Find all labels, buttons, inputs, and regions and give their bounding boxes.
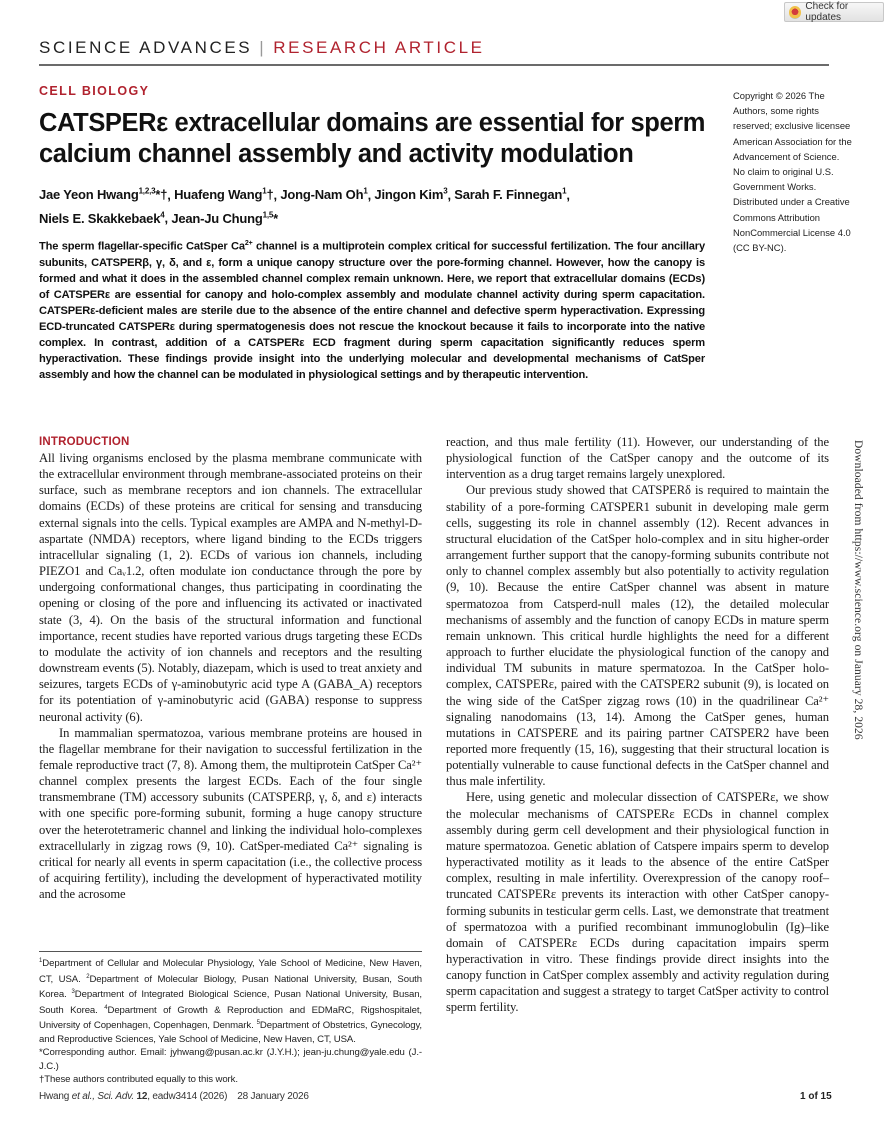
author[interactable]: Sarah F. Finnegan$^1$ — [454, 187, 567, 203]
body-paragraph: Here, using genetic and molecular dissection of CATSPERε, we show the molecular mechanisms of CATSPERε ECDs in channel complex assembly during germ cell development and their physiological function in mature spermatozoa. Genetic ablation of Catspere impairs sperm to develop hyperactivated motility as it leads to the absence of the entire CatSper complex, resulting in male infertility. Overexpression of the canopy roof–truncated CATSPERε prevents its interaction with other CatSper canopy-forming subunits in testicular germ cells. Last, we demonstrate that treatment of spermatozoa with a purified recombinant immunoglobulin (Ig)–like domain of CATSPERε ECDs during capacitation impairs sperm hyperactivation in vitro. These findings provide direct insights into the canopy function in CatSper complex assembly and activity regulation during sperm capacitation and suggest a strategy to target CatSper activity to control sperm fertility. — [446, 790, 829, 1015]
article-type: RESEARCH ARTICLE — [273, 38, 485, 57]
author[interactable]: Jingon Kim$^3$ — [374, 187, 448, 203]
corresponding-author[interactable]: *Corresponding author. Email: jyhwang@pusan.ac.kr (J.Y.H.); jean-ju.chung@yale.edu (J.-J.C.) — [39, 1047, 422, 1072]
body-paragraph: In mammalian spermatozoa, various membrane proteins are housed in the flagellar membrane for their navigation to successful fertilization in the female reproductive tract (7, 8). Among them, the multiprotein CatSper Ca²⁺ channel complex presents the largest ECDs. Each of the four single transmembrane (TM) accessory subunits (CATSPERβ, γ, δ, and ε) interacts with one specific pore-forming subunit, forming a huge canopy structure over the heterotetrameric channel and linking the individual holo-complexes extracellularly in zigzag rows (9, 10). CatSper-mediated Ca²⁺ signaling is critical for nearly all events in sperm capacitation (i.e., the collective process of acquiring fertility), including the development of hyperactivated motility and the acrosome — [39, 725, 422, 902]
body-paragraph: Our previous study showed that CATSPERδ is required to maintain the stability of a pore-forming CATSPER1 subunit in developing male germ cells, suggesting its role in channel assembly (12). Recent advances in structural elucidation of the CatSper holo-complex and in situ higher-order arrangement further support that the canopy-forming subunits contribute not only to channel complex assembly but also potentially to activity regulation (9, 10). Because the entire CatSper channel was absent in mature spermatozoa from Catsperd-null males (12), the detailed molecular mechanisms of assembly and the function of canopy ECDs in mature sperm remain unknown. This critical hurdle highlights the need for a different approach to further elucidate the physiological function of the canopy and individual TM subunits in mature spermatozoa. In the CatSper holo-complex, CATSPERε, paired with the CATSPER2 subunit (9), is located on the wing side of the CatSper zigzag rows (10) in the quadrilinear Ca²⁺ signaling nanodomains (13, 14). Among the CatSper genes, human mutations in CATSPERE and its pairing partner CATSPER2 have been reported more frequently (15, 16), suggesting that their structural location is potentially vulnerable to cause functional defects in the CatSper channel and thus male infertility. — [446, 483, 829, 789]
crossmark-icon — [789, 6, 801, 19]
affiliations-footnotes — [39, 955, 422, 1087]
check-for-updates-button[interactable] — [784, 2, 884, 22]
abstract: The sperm flagellar-specific CatSper $Ca^{2+}$ channel is a multiprotein complex critical for successful fertilization. The four ancillary subunits, CATSPERβ, γ, δ, and ε, form a unique canopy structure over the pore-forming channel. However, how the canopy is formed and what it does in the assembled channel complex remain unknown. Here, we report that extracellular domains (ECDs) of CATSPERε are essential for canopy and holo-complex assembly and modulate channel activity during sperm capacitation. CATSPERε-deficient males are sterile due to the absence of the entire channel and defective sperm hyperactivation. Expressing ECD-truncated CATSPERε during spermatogenesis does not rescue the knockout because it fails to incorporate into the native complex. In contrast, addition of a CATSPERε ECD fragment during sperm capacitation significantly reduces sperm hyperactivation. These findings provide insight into the underlying molecular and developmental mechanisms of CatSper assembly and how the channel can be modulated in physiological settings and by therapeutic intervention. — [39, 240, 705, 382]
affiliations: $^1$Department of Cellular and Molecular Physiology, Yale School of Medicine, New Haven, CT, USA. $^2$Department of Molecular Biology, Pusan National University, Busan, South Korea. $^3$Department of Integrated Biological Science, Pusan National University, Busan, South Korea. $^4$Department of Growth & Reproduction and EDMaRC, Rigshospitalet, University of Copenhagen, Copenhagen, Denmark. $^5$Department of Obstetrics, Gynecology, and Reproductive Sciences, Yale School of Medicine, New Haven, CT, USA. — [39, 958, 422, 1045]
download-watermark: Downloaded from https://www.science.org on January 28, 2026 — [852, 440, 864, 740]
introduction-heading: INTRODUCTION — [39, 436, 130, 448]
footer-citation: Hwang et al., Sci. Adv. 12, eadw3414 (2026) 28 January 2026 — [39, 1091, 309, 1102]
publication-date: 28 January 2026 — [237, 1091, 309, 1102]
author[interactable]: Jae Yeon Hwang$^{1,2,3}$*† — [39, 187, 168, 203]
journal-header — [39, 38, 829, 66]
author[interactable]: Jean-Ju Chung$^{1,5}$* — [171, 210, 278, 226]
author[interactable]: Jong-Nam Oh$^1$ — [280, 187, 368, 203]
check-for-updates-label: Check for updates — [805, 1, 849, 23]
footnote-divider — [39, 951, 422, 952]
body-column-left — [39, 434, 422, 902]
equal-contribution-note: †These authors contributed equally to this work. — [39, 1074, 238, 1086]
body-column-right — [446, 434, 829, 1016]
header-separator: | — [259, 38, 267, 57]
copyright-notice: Copyright © 2026 The Authors, some rights reserved; exclusive licensee American Association for the Advancement of Science. No claim to original U.S. Government Works. Distributed under a Creative Commons Attribution NonCommercial License 4.0 (CC BY-NC). — [733, 90, 852, 254]
article-title: CATSPERε extracellular domains are essential for sperm calcium channel assembly and activity modulation — [39, 109, 706, 168]
journal-name: SCIENCE ADVANCES — [39, 38, 253, 57]
author[interactable]: Niels E. Skakkebaek$^4$ — [39, 210, 165, 226]
body-paragraph: All living organisms enclosed by the plasma membrane communicate with the extracellular environment through membrane-associated proteins on their surface, such as membrane receptors and ion channels. The extracellular domains (ECDs) of these proteins are critical for sensing and transducing external signals into the cells. Typical examples are AMPA and N-methyl-D-aspartate (NMDA) receptors, where ligand binding to the ECDs triggers intracellular signaling (1, 2). ECDs of various ion channels, including PIEZO1 and Caᵥ1.2, often modulate ion conductance through the pore by undergoing conformational changes, thus participating in coordinating the opening or closing of the pore and influencing its activated or inactivated state (3, 4). On the basis of the structural information and functional importance, recent studies have reported various drugs targeting these ECDs to modulate the activity of ion channels and receptors and the resulting downstream events (5). Notably, diazepam, which is used to treat anxiety and seizures, targets ECDs of γ-aminobutyric acid type A (GABA_A) receptors for its potentiation of γ-aminobutyric acid (GABA) response to suppress neuronal activity (6). — [39, 451, 422, 724]
page-number: 1 of 15 — [800, 1091, 832, 1102]
author-list: Jae Yeon Hwang$^{1,2,3}$*†, Huafeng Wang$^1$†, Jong-Nam Oh$^1$, Jingon Kim$^3$, Sarah F. Finnegan$^1$, Niels E. Skakkebaek$^4$, Jean-Ju Chung$^{1,5}$* — [39, 187, 570, 226]
subject-section: CELL BIOLOGY — [39, 84, 150, 98]
body-paragraph: reaction, and thus male fertility (11). However, our understanding of the physiological function of the CatSper canopy and the outcome of its intervention as a drug target remains largely unexplored. — [446, 435, 829, 482]
author[interactable]: Huafeng Wang$^1$† — [174, 187, 274, 203]
